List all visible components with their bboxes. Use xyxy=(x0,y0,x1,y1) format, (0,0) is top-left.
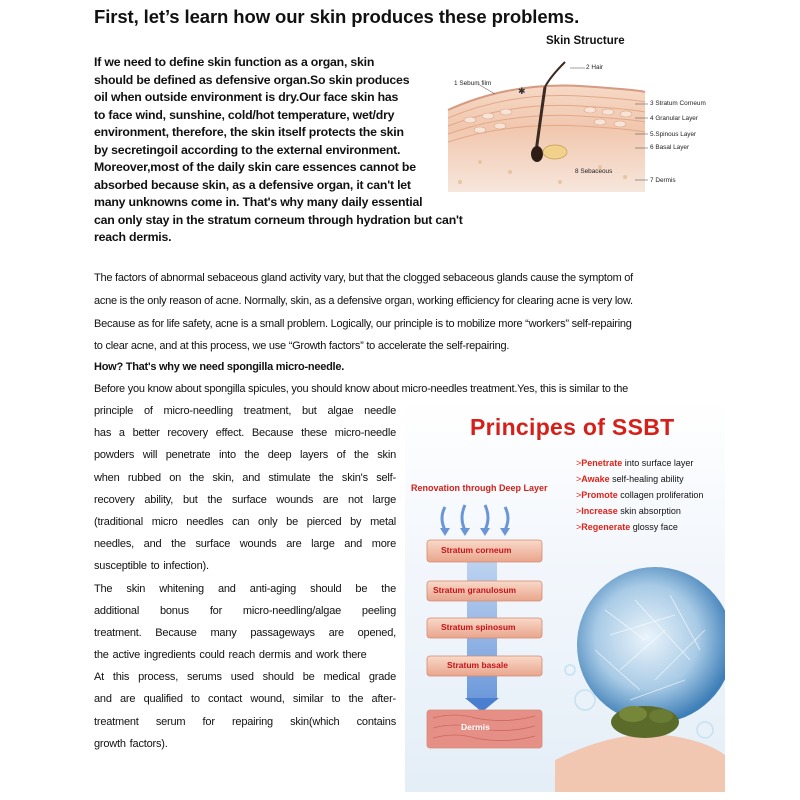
principle-item: >Penetrate into surface layer xyxy=(576,458,694,468)
layer-stratum-corneum: Stratum corneum xyxy=(441,545,512,555)
column-line: needles, and the surface wounds are large and more xyxy=(94,538,396,551)
intro-line: can only stay in the stratum corneum through hydration but can't xyxy=(94,212,463,227)
skin-structure-figure xyxy=(440,32,730,202)
column-line: growth factors). xyxy=(94,737,168,750)
intro-line: absorbed because skin, as a defensive organ, it can't let xyxy=(94,177,411,192)
body-line: The factors of abnormal sebaceous gland activity vary, but that the clogged sebaceous glands cause the symptom of xyxy=(94,272,633,284)
page-heading: First, let’s learn how our skin produces these problems. xyxy=(94,6,580,27)
body-line: acne is the only reason of acne. Normally, skin, as a defensive organ, working efficiency for clearing acne is very low. xyxy=(94,295,633,307)
layer-stratum-spinosum: Stratum spinosum xyxy=(441,622,516,632)
left-column-text xyxy=(94,405,396,760)
body-line: Before you know about spongilla spicules, you should know about micro-needles treatment.Yes, this is similar to the xyxy=(94,383,628,395)
skin-structure-title: Skin Structure xyxy=(546,35,625,47)
principle-item: >Increase skin absorption xyxy=(576,506,681,516)
svg-text:✱: ✱ xyxy=(518,86,526,96)
column-line: The skin whitening and anti-aging should be the xyxy=(94,582,396,595)
intro-line: reach dermis. xyxy=(94,230,172,244)
principle-item: >Awake self-healing ability xyxy=(576,474,684,484)
label-granular-layer: 4 Granular Layer xyxy=(650,115,698,122)
column-line: has a better recovery effect. Because these micro-needle xyxy=(94,427,396,440)
intro-line: to face wind, sunshine, cold/hot temperature, wet/dry xyxy=(94,107,395,122)
ssbt-poster xyxy=(405,400,725,792)
column-line: the active ingredients could reach dermis and work there xyxy=(94,649,367,662)
how-question-line: How? That's why we need spongilla micro-needle. xyxy=(94,361,345,373)
intro-line: oil when outside environment is dry.Our face skin has xyxy=(94,90,399,104)
body-line: Because as for life safety, acne is a small problem. Logically, our principle is to mobilize more “workers” self-repairing xyxy=(94,318,632,330)
label-sebum-film: 1 Sebum film xyxy=(454,80,492,87)
column-line: when rubbed on the skin, and stimulate the skin's self- xyxy=(94,471,396,484)
label-basal-layer: 6 Basal Layer xyxy=(650,144,690,151)
label-stratum-corneum: 3 Stratum Corneum xyxy=(650,100,706,107)
intro-paragraph xyxy=(94,54,463,247)
column-line: principle of micro-needling treatment, but algae needle xyxy=(94,405,396,417)
intro-line: should be defined as defensive organ.So skin produces xyxy=(94,72,410,87)
layer-stratum-granulosum: Stratum granulosum xyxy=(433,585,517,595)
principle-item: >Regenerate glossy face xyxy=(576,522,678,532)
intro-line: environment, therefore, the skin itself protects the skin xyxy=(94,125,404,139)
column-line: At this process, serums used should be medical grade xyxy=(94,671,396,684)
label-hair: 2 Hair xyxy=(586,64,604,71)
column-line: treatment serum for repairing skin(which contains xyxy=(94,715,396,728)
intro-line: If we need to define skin function as a organ, skin xyxy=(94,55,375,69)
principle-item: >Promote collagen proliferation xyxy=(576,490,704,500)
body-line: to clear acne, and at this process, we use “Growth factors” to accelerate the self-repairing. xyxy=(94,340,510,352)
label-dermis: 7 Dermis xyxy=(650,177,676,184)
skin-layers-illustration xyxy=(405,400,725,792)
poster-title: Principes of SSBT xyxy=(470,414,675,440)
column-line: treatment. Because many passageways are opened, xyxy=(94,626,396,639)
column-line: (traditional micro needles can only be pierced by metal xyxy=(94,515,396,528)
renovation-label: Renovation through Deep Layer xyxy=(411,483,548,493)
column-line: susceptible to infection). xyxy=(94,560,209,573)
label-spinous-layer: 5.Spinous Layer xyxy=(650,131,697,138)
column-line: and are qualified to contact wound, similar to the after- xyxy=(94,693,396,706)
layer-dermis: Dermis xyxy=(461,722,490,732)
column-line: additional bonus for micro-needling/algae peeling xyxy=(94,604,396,617)
intro-line: Moreover,most of the daily skin care essences cannot be xyxy=(94,160,416,174)
column-line: recovery ability, but the surface wounds are not large xyxy=(94,493,396,506)
intro-line: by secretingoil according to the external environment. xyxy=(94,142,401,157)
label-sebaceous: 8 Sebaceous xyxy=(575,168,613,175)
intro-line: many unknowns come in. That's why many daily essential xyxy=(94,195,423,209)
layer-stratum-basale: Stratum basale xyxy=(447,660,508,670)
column-line: powders will penetrate into the deep layers of the skin xyxy=(94,449,396,462)
